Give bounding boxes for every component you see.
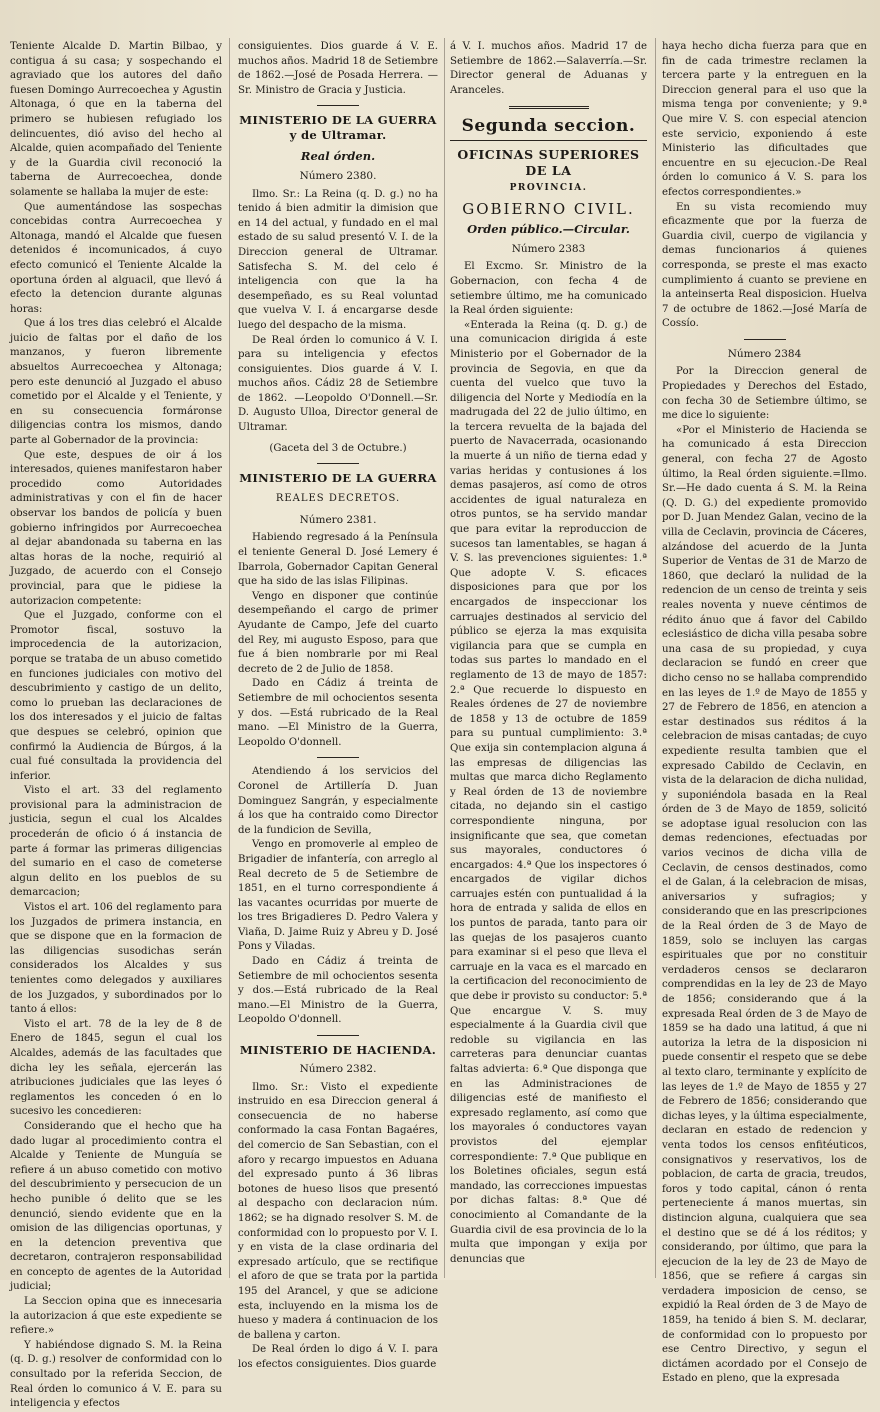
item-number: Número 2382. — [299, 1063, 377, 1076]
item-number: Número 2383 — [511, 242, 586, 255]
divider — [317, 463, 359, 464]
paragraph: En su vista recomiendo muy eficazmente que por la fuerza de Guardia civil, cuerpo de vigilancia y demas funcionarios á quienes corresponda, se preste el mas exacto cumplimiento á cuanto se previene en la anteinserta Real disposicion. Huelva 7 de octubre de 1862.—José María de Cossío. — [662, 201, 867, 330]
paragraph: El Excmo. Sr. Ministro de la Gobernacion, con fecha 4 de setiembre último, me ha comunicado la Real órden siguiente: — [450, 261, 647, 317]
paragraph: Ilmo. Sr.: Visto el expediente instruido en esa Direccion general á consecuencia de no haberse conformado la casa Fontan Bagaéres, del comercio de San Sebastian, con el aforo y recargo impuestos en Aduana del expresado punto á 36 libras botones de hueso lisos que presentó al despacho con declaracion núm. 1862; se ha dignado resolver S. M. de conformidad con lo propuesto por V. I. y en vista de la clase ordinaria del expresado artículo, que se rectifique el aforo de que se trata por la partida 195 del Arancel, y que se adicione esta, incluyendo en la misma los de hueso y madera á continuacion de los de ballena y carton. — [238, 1081, 438, 1341]
column-3 — [450, 40, 647, 1276]
ministry-heading: MINISTERIO DE LA GUERRA y de Ultramar. — [239, 113, 437, 143]
paragraph: De Real órden lo digo á V. I. para los efectos consiguientes. Dios guarde — [238, 1344, 438, 1370]
divider — [744, 339, 786, 340]
column-divider — [229, 38, 230, 1278]
item-number: Número 2381. — [299, 513, 377, 526]
paragraph: «Enterada la Reina (q. D. g.) de una comunicacion dirigida á este Ministerio por el Gobernador de la provincia de Segovia, en que da cuenta del vuelco que tuvo la diligencia del Norte y Mediodía en la madrugada del 22 de julio último, en la tercera revuelta de la bajada del puerto de Navacerrada, ocasionando la muerte á un niño de tierna edad y varias heridas y contusiones á los demas pasajeros, así como de otros accidentes de igual naturaleza en otros puntos, se ha servido mandar que para evitar la reproduccion de sucesos tan lamentables, se hagan á V. S. las prevenciones siguientes: 1.ª Que adopte V. S. eficaces disposiciones para que por los encargados de inspeccionar los carruajes destinados al servicio del público se ejerza la mas exquisita vigilancia para que se cumpla en todas sus partes lo mandado en el reglamento de 13 de mayo de 1857: 2.ª Que recuerde lo dispuesto en Reales órdenes de 27 de noviembre de 1858 y 13 de octubre de 1859 para su puntual cumplimiento: 3.ª Que exija sin contemplacion alguna á las empresas de diligencias las multas que marca dicho Reglamento y Real órden de 13 de noviembre citada, no dejando sin el castigo correspondiente ninguna, por insignificante que sea, que cometan sus mayorales, conductores ó encargados: 4.ª Que los inspectores ó encargados de vigilar dichos carruajes estén con puntualidad á la hora de entrada y salida de ellos en los puntos de parada, tanto para oir las quejas de los pasajeros cuanto para examinar si el peso que lleva el carruaje en la vaca es el marcado en la certificacion del reconocimiento de que debe ir provisto su conductor: 5.ª Que encargue V. S. muy especialmente á la Guardia civil que redoble su vigilancia en las carreteras para denunciar cuantas faltas advierta: 6.ª Que disponga que en las Administraciones de diligencias esté de manifiesto el expresado reglamento, así como que los mayorales ó conductores vayan provistos del ejemplar correspondiente: 7.ª Que publique en los Boletines oficiales, segun está mandado, las correcciones impuestas por dichas faltas: 8.ª Que dé conocimiento al Comandante de la Guardia civil de esa provincia de lo la multa que impongan y exija por denuncias que — [450, 319, 647, 1265]
paragraph: Dado en Cádiz á treinta de Setiembre de mil ochocientos sesenta y dos.—Está rubricado de la Real mano.—El Ministro de la Guerra, Leopoldo O'donnell. — [238, 956, 438, 1026]
paragraph: á V. I. muchos años. Madrid 17 de Setiembre de 1862.—Salaverría.—Sr. Director general de Aduanas y Aranceles. — [450, 41, 647, 96]
column-2 — [238, 40, 438, 1370]
column-1 — [10, 40, 222, 1410]
ministry-heading: MINISTERIO DE LA GUERRA — [239, 471, 437, 486]
paragraph: «Por el Ministerio de Hacienda se ha comunicado á esta Direccion general, con fecha 27 de Agosto último, la Real órden siguiente.=Ilmo. Sr.—He dado cuenta á S. M. la Reina (Q. D. G.) del expediente promovido por D. Juan Mendez Galan, vecino de la villa de Ceclavin, provincia de Cáceres, alzándose del acuerdo de la Junta Superior de Ventas de 31 de Marzo de 1860, que declaró la nulidad de la redencion de un censo de treinta y seis reales noventa y nueve céntimos de rédito ánuo que á favor del Cabildo eclesiástico de dicha villa pesaba sobre una casa de su propiedad, y cuya declaracion se fundó en creer que dicho censo no se hallaba comprendido en las leyes de 1.º de Mayo de 1855 y 27 de Febrero de 1856, en atencion a estar destinados sus réditos á la celebracion de misas cantadas; de cuyo expediente resulta tambien que el expresado Cabildo de Ceclavin, en vista de la delaracion de dicha nulidad, y suponiéndola basada en la Real órden de 3 de Mayo de 1859, solicitó se adoptase igual resolucion con las demas redenciones, efectuadas por varios vecinos de dicha villa de Ceclavin, de censos destinados, como el de Galan, á la celebracion de misas, aniversarios y sufragios; y considerando que en las prescripciones de la Real órden de 3 de Mayo de 1859, solo se incluyen las cargas espirituales que por no constituir verdaderos censos se declararon comprendidas en la ley de 23 de Mayo de 1856; considerando que á la expresada Real órden de 3 de Mayo de 1859 se ha dado una latitud, á que ni autoriza la letra de la disposicion ni puede consentir el respeto que se debe al texto claro, terminante y explícito de las leyes de 1.º de Mayo de 1855 y 27 de Febrero de 1856; considerando que dichas leyes, y la última especialmente, declaran en estado de redencion y venta todos los censos enfitéuticos, consignativos y reservativos, los de poblacion, de carta de gracia, treudos, foros y todo capital, cánon ó renta perteneciente á manos muertas, sin distincion alguna, cualquiera que sea el destino que se dé á los réditos; y considerando, por último, que para la ejecucion de la ley de 23 de Mayo de 1856, que se refiere á cargas sin verdadera imposicion de censo, se expidió la Real órden de 3 de Mayo de 1859, ha tenido á bien S. M. declarar, de conformidad con lo propuesto por ese Centro Directivo, y segun el dictámen acordado por el Consejo de Estado en pleno, que la expresada — [662, 424, 867, 1385]
paragraph: Por la Direccion general de Propiedades y Derechos del Estado, con fecha 30 de Setiembre último, se me dice lo siguiente: — [662, 366, 867, 422]
column-4 — [662, 40, 867, 1385]
paragraph: consiguientes. Dios guarde á V. E. muchos años. Madrid 18 de Setiembre de 1862.—José de Posada Herrera. —Sr. Ministro de Gracia y Justicia. — [238, 41, 438, 96]
divider — [317, 105, 359, 106]
gobierno-civil-heading: GOBIERNO CIVIL. — [462, 199, 635, 218]
paragraph: Vistos el art. 106 del reglamento para los Juzgados de primera instancia, en que se dispone que en la formacion de las diligencias susodichas serán considerados los Alcaldes y sus tenientes como delegados y auxiliares de los Juzgados, y subordinados por lo tanto á ellos: — [10, 902, 222, 1016]
paragraph: Ilmo. Sr.: La Reina (q. D. g.) no ha tenido á bien admitir la dimision que en 14 del actual, y fundado en el mal estado de su salud presentó V. I. de la Direccion general de Ultramar. Satisfecha S. M. del celo é inteligencia con que la ha desempeñado, es su Real voluntad que vuelva V. I. á encargarse desde luego del despacho de la misma. — [238, 188, 438, 331]
paragraph: Vengo en disponer que continúe desempeñando el cargo de primer Ayudante de Campo, Jefe del cuarto del Rey, mi augusto Esposo, para que fue á bien nombrarle por mi Real decreto de 2 de Julio de 1858. — [238, 590, 438, 675]
paragraph: La Seccion opina que es innecesaria la autorizacion á que este expediente se refiere.» — [10, 1296, 222, 1337]
section-title: Segunda seccion. — [461, 116, 636, 137]
paragraph: Atendiendo á los servicios del Coronel de Artillería D. Juan Dominguez Sangrán, y especialmente á los que ha contraido como Director de la fundicion de Sevilla, — [238, 766, 438, 836]
divider — [317, 1035, 359, 1036]
paragraph: Que este, despues de oir á los interesados, quienes manifestaron haber procedido como Autoridades administrativas y con el fin de hacer observar los bandos de policía y buen gobierno infringidos por Aurrecoechea al dejar abandonada su taberna en las altas horas de la noche, requirió al Juzgado, de acuerdo con el Consejo provincial, para que le pidiese la autorizacion competente: — [10, 449, 222, 607]
column-divider — [655, 38, 656, 1278]
item-number: Número 2384 — [727, 347, 802, 360]
paragraph: Visto el art. 33 del reglamento provisional para la administracion de justicia, segun el cual los Alcaldes procederán de oficio ó á instancia de parte á formar las primeras diligencias del sumario en el caso de cometerse algun delito en los pueblos de su demarcacion; — [10, 785, 222, 899]
paragraph: Que á los tres dias celebró el Alcalde juicio de faltas por el daño de los manzanos, y fueron libremente absueltos Aurrecoechea y Altonaga; pero este denunció al Juzgado el abuso cometido por el Alcalde y el Teniente, y en su consecuencia formáronse diligencias contra los mismos, dando parte al Gobernador de la provincia: — [10, 318, 222, 447]
paragraph: Y habiéndose dignado S. M. la Reina (q. D. g.) resolver de conformidad con lo consultado por la referida Seccion, de Real órden lo comunico á V. E. para su inteligencia y efectos — [10, 1339, 222, 1410]
paragraph: Considerando que el hecho que ha dado lugar al procedimiento contra el Alcalde y Teniente de Munguía se refiere á un abuso cometido con motivo del descubrimiento y persecucion de un hecho punible ó delito que se les denunció, siendo evidente que en la omision de las diligencias oportunas, y en la detencion preventiva que decretaron, contrajeron responsabilidad en concepto de agentes de la Autoridad judicial; — [10, 1120, 222, 1293]
paragraph: Dado en Cádiz á treinta de Setiembre de mil ochocientos sesenta y dos. —Está rubricado de la Real mano. —El Ministro de la Guerra, Leopoldo O'donnell. — [238, 678, 438, 748]
item-number: Número 2380. — [299, 169, 377, 182]
divider — [509, 106, 589, 109]
paragraph: Que aumentándose las sospechas concebidas contra Aurrecoechea y Altonaga, mandó el Alcalde que fuesen detenidos é incomunicados, á cuyo efecto comunicó el Teniente Alcalde la oportuna órden al alguacil, que llevó á efecto la detencion durante algunas horas: — [10, 201, 222, 315]
ministry-heading: MINISTERIO DE HACIENDA. — [239, 1043, 437, 1058]
paragraph: haya hecho dicha fuerza para que en fin de cada trimestre reclamen la tercera parte y la entreguen en la Direccion general para el uso que la misma tenga por conveniente; y 9.ª Que mire V. S. con especial atencion este servicio, exponiendo á este Ministerio las dificultades que encuentre en su ejecucion.-De Real órden lo comunico á V. S. para los efectos correspondientes.» — [662, 41, 867, 198]
circular-heading: Orden público.—Circular. — [467, 222, 630, 237]
column-divider — [444, 38, 445, 1278]
paragraph: Que el Juzgado, conforme con el Promotor fiscal, sostuvo la improcedencia de la autorizacion, porque se trataba de un abuso cometido en funciones judiciales con motivo del descubrimiento y castigo de un delito, como lo prueban las declaraciones de los dos interesados y el juicio de faltas que despues se celebró, opinion que confirmó la Audiencia de Búrgos, á la cual fué consultada la providencia del inferior. — [10, 610, 222, 782]
offices-heading: OFICINAS SUPERIORES DE LA — [457, 146, 640, 178]
real-orden-heading: Real órden. — [300, 149, 376, 164]
paragraph: Teniente Alcalde D. Martin Bilbao, y contigua á su casa; y sospechando el agraviado que los autores del daño fuesen Domingo Aurrecoechea y Agustin Altonaga, ó que en la taberna del primero se hubiesen refugiado los delincuentes, dió aviso del hecho al Alcalde, quien acompañado del Teniente y de la Guardia civil reconoció la taberna de Aurrecoechea, donde solamente se hallaba la mujer de este: — [10, 41, 222, 198]
paragraph: Vengo en promoverle al empleo de Brigadier de infantería, con arreglo al Real decreto de 5 de Setiembre de 1851, en el turno correspondiente á las vacantes ocurridas por muerte de los tres Brigadieres D. Pedro Valera y Viaña, D. Jaime Ruiz y Abreu y D. José Pons y Viladas. — [238, 839, 438, 953]
paragraph: Habiendo regresado á la Península el teniente General D. José Lemery é Ibarrola, Gobernador Capitan General que ha sido de las islas Filipinas. — [238, 532, 438, 588]
paragraph: De Real órden lo comunico á V. I. para su inteligencia y efectos consiguientes. Dios guarde á V. I. muchos años. Cádiz 28 de Setiembre de 1862. —Leopoldo O'Donnell.—Sr. D. Augusto Ulloa, Director general de Ultramar. — [238, 334, 438, 434]
province-heading: PROVINCIA. — [509, 182, 588, 193]
decrees-heading: REALES DECRETOS. — [275, 493, 401, 505]
gaceta-note: (Gaceta del 3 de Octubre.) — [269, 442, 407, 454]
divider — [450, 140, 647, 141]
divider — [317, 757, 359, 758]
paragraph: Visto el art. 78 de la ley de 8 de Enero de 1845, segun el cual los Alcaldes, además de las facultades que dicha ley les señala, ejercerán las atribuciones judiciales que las leyes ó reglamentos les conceden ó en lo sucesivo les concedieren: — [10, 1018, 222, 1118]
